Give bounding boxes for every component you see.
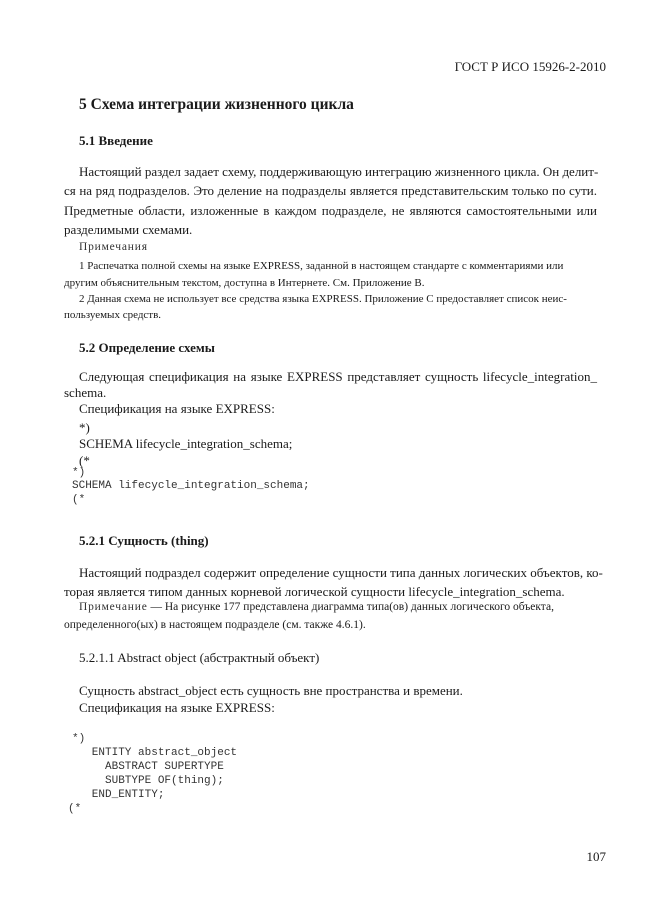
entity-code-line: END_ENTITY; [72, 789, 165, 801]
entity-code-line: ENTITY abstract_object [72, 747, 238, 759]
intro-paragraph-line: Настоящий раздел задает схему, поддерживающую интеграцию жизненного цикла. Он делит- [79, 164, 599, 179]
intro-paragraph-line: разделимыми схемами. [64, 222, 193, 237]
section-5-1-title: 5.1 Введение [79, 133, 153, 148]
section-5-title: 5 Схема интеграции жизненного цикла [79, 96, 354, 113]
entity-code-line: (* [68, 803, 82, 815]
notes-label: Примечания [79, 241, 148, 253]
note-2-line: пользуемых средств. [64, 309, 162, 321]
intro-paragraph-line: ся на ряд подразделов. Это деление на подразделы является представительским только по сути. [64, 183, 597, 198]
thing-paragraph-line: Настоящий подраздел содержит определение сущности типа данных логических объектов, ко- [79, 565, 603, 580]
definition-paragraph-line: schema. [64, 385, 107, 400]
spec-label: Спецификация на языке EXPRESS: [79, 401, 275, 416]
spec-label: Спецификация на языке EXPRESS: [79, 700, 275, 715]
entity-code-line: *) [72, 733, 86, 745]
abstract-object-paragraph: Сущность abstract_object есть сущность вне пространства и времени. [79, 683, 463, 698]
thing-note-line [79, 601, 554, 613]
mono-code-line: *) [72, 467, 86, 479]
note-text: — На рисунке 177 представлена диаграмма типа(ов) данных логического объекта, [147, 601, 554, 613]
entity-code-line: SUBTYPE OF(thing); [72, 775, 224, 787]
thing-note-line: определенного(ых) в настоящем подразделе (см. также 4.6.1). [64, 619, 366, 631]
intro-paragraph-line: Предметные области, изложенные в каждом подразделе, не являются самостоятельными или [64, 203, 597, 218]
document-code: ГОСТ Р ИСО 15926-2-2010 [454, 59, 606, 74]
note-label: Примечание [79, 601, 148, 613]
definition-paragraph-line: Следующая спецификация на языке EXPRESS представляет сущность lifecycle_integration_ [79, 369, 597, 384]
thing-paragraph-line: торая является типом данных корневой логической сущности lifecycle_integration_schema. [64, 584, 565, 599]
note-2-line: 2 Данная схема не использует все средства языка EXPRESS. Приложение С предоставляет список неис- [79, 293, 567, 305]
code-line: SCHEMA lifecycle_integration_schema; [79, 436, 293, 451]
note-1-line: 1 Распечатка полной схемы на языке EXPRESS, заданной в настоящем стандарте с комментариями или [79, 260, 564, 272]
section-5-2-1-title: 5.2.1 Сущность (thing) [79, 533, 209, 548]
mono-code-line: (* [72, 494, 86, 506]
subsection-5-2-1-1-title: 5.2.1.1 Abstract object (абстрактный объект) [79, 650, 320, 665]
code-line: (* [79, 453, 90, 468]
code-line: *) [79, 420, 90, 435]
section-5-2-title: 5.2 Определение схемы [79, 340, 215, 355]
note-1-line: другим объяснительным текстом, доступна в Интернете. См. Приложение В. [64, 277, 425, 289]
page-number: 107 [586, 849, 606, 864]
entity-code-line: ABSTRACT SUPERTYPE [72, 761, 224, 773]
mono-code-line: SCHEMA lifecycle_integration_schema; [72, 480, 310, 492]
